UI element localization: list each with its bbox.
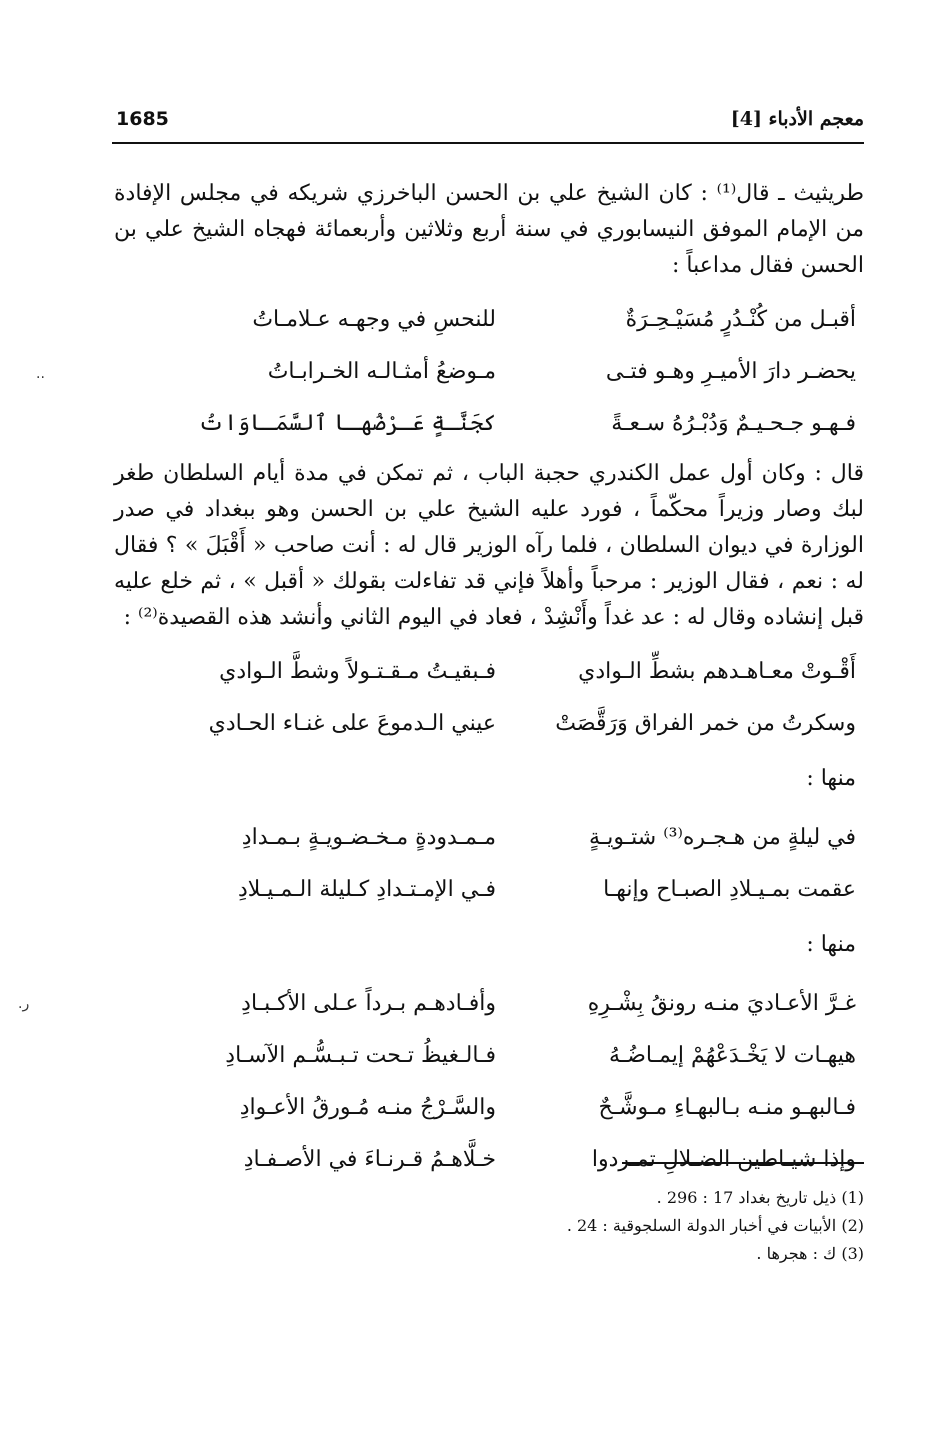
verse-line xyxy=(114,978,864,1030)
verse-first-hemistich: وسكرتُ من خمر الفراق وَرَقَّصَتْ xyxy=(555,711,856,736)
verse-first-hemistich: وإذا شيـاطين الضـلالِ تمـردوا xyxy=(591,1147,856,1172)
poem-stanza-1 xyxy=(114,294,864,450)
verse-line xyxy=(114,646,864,698)
verse-first-hemistich: يحضـر دارَ الأميـرِ وهـو فتـى xyxy=(605,359,856,384)
verse-second-hemistich: فـالـغيظُ تـحت تـبـسُّـم الآسـادِ xyxy=(225,1043,496,1068)
verse-second-hemistich: فـي الإمـتـدادِ كـليلة الـمـيـلادِ xyxy=(237,877,496,902)
footnote-divider xyxy=(622,1162,864,1164)
verse-line xyxy=(114,398,864,450)
footnote-2: (2) الأبيات في أخبار الدولة السلجوقية : 24 . xyxy=(566,1216,864,1235)
verse-line xyxy=(114,1134,864,1186)
verse-first-hemistich: عقمت بمـيـلادِ الصبـاح وإنهـا xyxy=(603,877,856,902)
scan-speck: ر. xyxy=(18,996,30,1012)
verse-first-hemistich: في ليلةٍ من هـجـره⁽³⁾ شتـويـةٍ xyxy=(588,825,856,850)
verse-second-hemistich: كجَنَّـةٍ عَـرْضُهـا ٱلسَّمَـاوَاتُ xyxy=(198,411,496,436)
poem-stanza-4 xyxy=(114,978,864,1186)
verse-first-hemistich: فـهـو جـحـيـمٌ وَدُبْـرُهُ سـعـةً xyxy=(611,411,856,436)
verse-line xyxy=(114,864,864,916)
verse-line xyxy=(114,346,864,398)
running-title: معجم الأدباء [4] xyxy=(730,108,864,130)
verse-first-hemistich: أَقْـوتْ معـاهـدهم بشطِّ الـوادي xyxy=(578,659,856,684)
verse-second-hemistich: مـوضعُ أمثـالـه الخـرابـاتُ xyxy=(267,359,496,384)
section-label-minha: منها : xyxy=(806,766,856,791)
verse-second-hemistich: عيني الـدموعَ على غنـاء الحـادي xyxy=(208,711,496,736)
footnote-1: (1) ذيل تاريخ بغداد 17 : 296 . xyxy=(656,1188,864,1207)
paragraph-intro: طريثيث ـ قال⁽¹⁾ : كان الشيخ علي بن الحسن الباخرزي شريكه في مجلس الإفادة من الإمام الموفق النيسابوري في سنة أربع وثلاثين وأربعمائة فهجاه الشيخ علي بن الحسن فقال مداعباً : xyxy=(114,181,864,278)
footnotes xyxy=(164,1184,864,1268)
page-number: 1685 xyxy=(116,108,169,130)
poem-stanza-3 xyxy=(114,812,864,916)
verse-line xyxy=(114,698,864,750)
footnote-3: (3) ك : هجرها . xyxy=(756,1244,864,1263)
verse-first-hemistich: هيهـات لا يَخْـدَعْهُمْ إيمـاضُـهُ xyxy=(608,1043,856,1068)
verse-second-hemistich: مـمـدودةٍ مـخـضـويـةٍ بـمـدادِ xyxy=(241,825,496,850)
scan-speck: .. xyxy=(36,366,45,382)
paragraph-story: قال : وكان أول عمل الكندري حجبة الباب ، ثم تمكن في مدة أيام السلطان طغر لبك وصار وزيراً محكّماً ، فورد عليه الشيخ علي بن الحسن وهو ببغداد في صدر الوزارة في ديوان السلطان ، فلما رآه الوزير قال له : أنت صاحب « أَقْبَلَ » ؟ فقال له : نعم ، فقال الوزير : مرحباً وأهلاً فإني قد تفاءلت بقولك « أقبل » ، ثم خلع عليه قبل إنشاده وقال له : عد غداً وأَنْشِدْ ، فعاد في اليوم الثاني وأنشد هذه القصيدة⁽²⁾ : xyxy=(114,461,864,630)
section-label-minha: منها : xyxy=(806,932,856,957)
verse-second-hemistich: فـبقيـتُ مـقـتـولاً وشطَّ الـوادي xyxy=(219,659,496,684)
verse-second-hemistich: للنحسِ في وجهـه عـلامـاتُ xyxy=(252,307,496,332)
verse-line xyxy=(114,1082,864,1134)
verse-first-hemistich: أقبـل من كُنْـدُرٍ مُسَيْـحِـرَةٌ xyxy=(625,307,856,332)
verse-first-hemistich: فـالبهـو منـه بـالبهـاءِ مـوشَّـحٌ xyxy=(598,1095,856,1120)
verse-line xyxy=(114,812,864,864)
main-text xyxy=(114,176,864,1192)
verse-first-hemistich: غـرَّ الأعـاديَ منـه رونقُ بِشْـرِهِ xyxy=(587,991,856,1016)
verse-line xyxy=(114,1030,864,1082)
page-header xyxy=(112,108,864,144)
verse-line xyxy=(114,294,864,346)
verse-second-hemistich: وأفـادهـم بـرداً عـلى الأكـبـادِ xyxy=(241,991,496,1016)
verse-second-hemistich: والسَّـرْجُ منـه مُـورقُ الأعـوادِ xyxy=(239,1095,496,1120)
poem-stanza-2 xyxy=(114,646,864,750)
verse-second-hemistich: خـلَّاهـمُ قـرنـاءَ في الأصـفـادِ xyxy=(243,1147,496,1172)
